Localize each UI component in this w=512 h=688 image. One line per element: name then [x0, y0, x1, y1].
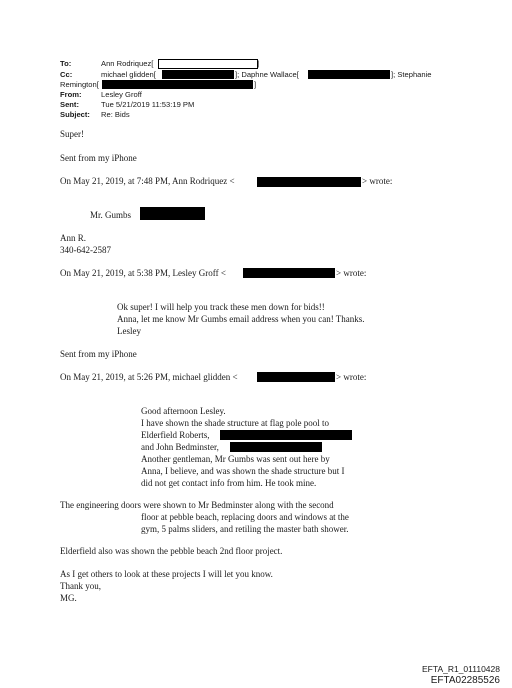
- body-line: Anna, let me know Mr Gumbs email address when you can! Thanks.: [117, 314, 365, 324]
- redaction-box: [257, 372, 335, 382]
- body-line: gym, 5 palms sliders, and retiling the master bath shower.: [141, 524, 349, 534]
- body-line: Super!: [60, 129, 84, 139]
- body-line: Ann R.: [60, 233, 87, 243]
- body-line: Elderfield also was shown the pebble beach 2nd floor project.: [60, 546, 283, 556]
- body-line: Elderfield Roberts,: [141, 430, 210, 440]
- doc-ref-secondary: EFTA02285526: [430, 675, 500, 686]
- body-line: Mr. Gumbs: [90, 210, 132, 220]
- body-line: Sent from my iPhone: [60, 349, 137, 359]
- redaction-box: [158, 59, 258, 69]
- body-line: Another gentleman, Mr Gumbs was sent out here by: [141, 454, 330, 464]
- cc-label: Cc:: [60, 70, 73, 79]
- quote-header-end: > wrote:: [336, 268, 367, 278]
- cc-continued: Remington[: [60, 80, 99, 89]
- cc-end: ]; Stephanie: [391, 70, 432, 79]
- subject-label: Subject:: [60, 110, 90, 119]
- doc-ref-primary: EFTA_R1_01110428: [422, 664, 500, 674]
- from-label: From:: [60, 90, 82, 99]
- body-line: did not get contact info from him. He took mine.: [141, 478, 317, 488]
- body-line: Good afternoon Lesley.: [141, 406, 226, 416]
- sent-value: Tue 5/21/2019 11:53:19 PM: [101, 100, 195, 109]
- redaction-box: [220, 430, 352, 440]
- body-line: Ok super! I will help you track these men down for bids!!: [117, 302, 325, 312]
- cc-value: michael glidden[: [101, 70, 156, 79]
- body-line: Thank you,: [60, 581, 101, 591]
- body-line: 340-642-2587: [60, 245, 111, 255]
- subject-value: Re: Bids: [101, 110, 130, 119]
- from-value: Lesley Groff: [101, 90, 142, 99]
- to-label: To:: [60, 59, 72, 68]
- body-line: The engineering doors were shown to Mr Bedminster along with the second: [60, 500, 334, 510]
- redaction-box: [162, 70, 234, 79]
- quote-header: On May 21, 2019, at 7:48 PM, Ann Rodriquez <: [60, 176, 235, 186]
- redaction-box: [257, 177, 361, 187]
- redaction-box: [140, 207, 205, 220]
- to-close: ]: [257, 59, 260, 68]
- body-line: Lesley: [117, 326, 141, 336]
- redaction-box: [243, 268, 335, 278]
- signature: MG.: [60, 593, 77, 603]
- cc-mid: ]; Daphne Wallace[: [235, 70, 299, 79]
- body-line: floor at pebble beach, replacing doors and windows at the: [141, 512, 349, 522]
- body-line: Anna, I believe, and was shown the shade structure but I: [141, 466, 345, 476]
- body-line: and John Bedminster,: [141, 442, 219, 452]
- cc-continued-close: ]: [254, 80, 257, 89]
- redaction-box: [308, 70, 390, 79]
- quote-header-end: > wrote:: [362, 176, 393, 186]
- quote-header-end: > wrote:: [336, 372, 367, 382]
- sent-label: Sent:: [60, 100, 79, 109]
- to-value: Ann Rodriquez[: [101, 59, 154, 68]
- redaction-box: [102, 80, 253, 89]
- redaction-box: [230, 442, 322, 452]
- quote-header: On May 21, 2019, at 5:26 PM, michael glidden <: [60, 372, 238, 382]
- body-line: Sent from my iPhone: [60, 153, 137, 163]
- body-line: As I get others to look at these projects I will let you know.: [60, 569, 273, 579]
- body-line: I have shown the shade structure at flag pole pool to: [141, 418, 329, 428]
- quote-header: On May 21, 2019, at 5:38 PM, Lesley Groff <: [60, 268, 226, 278]
